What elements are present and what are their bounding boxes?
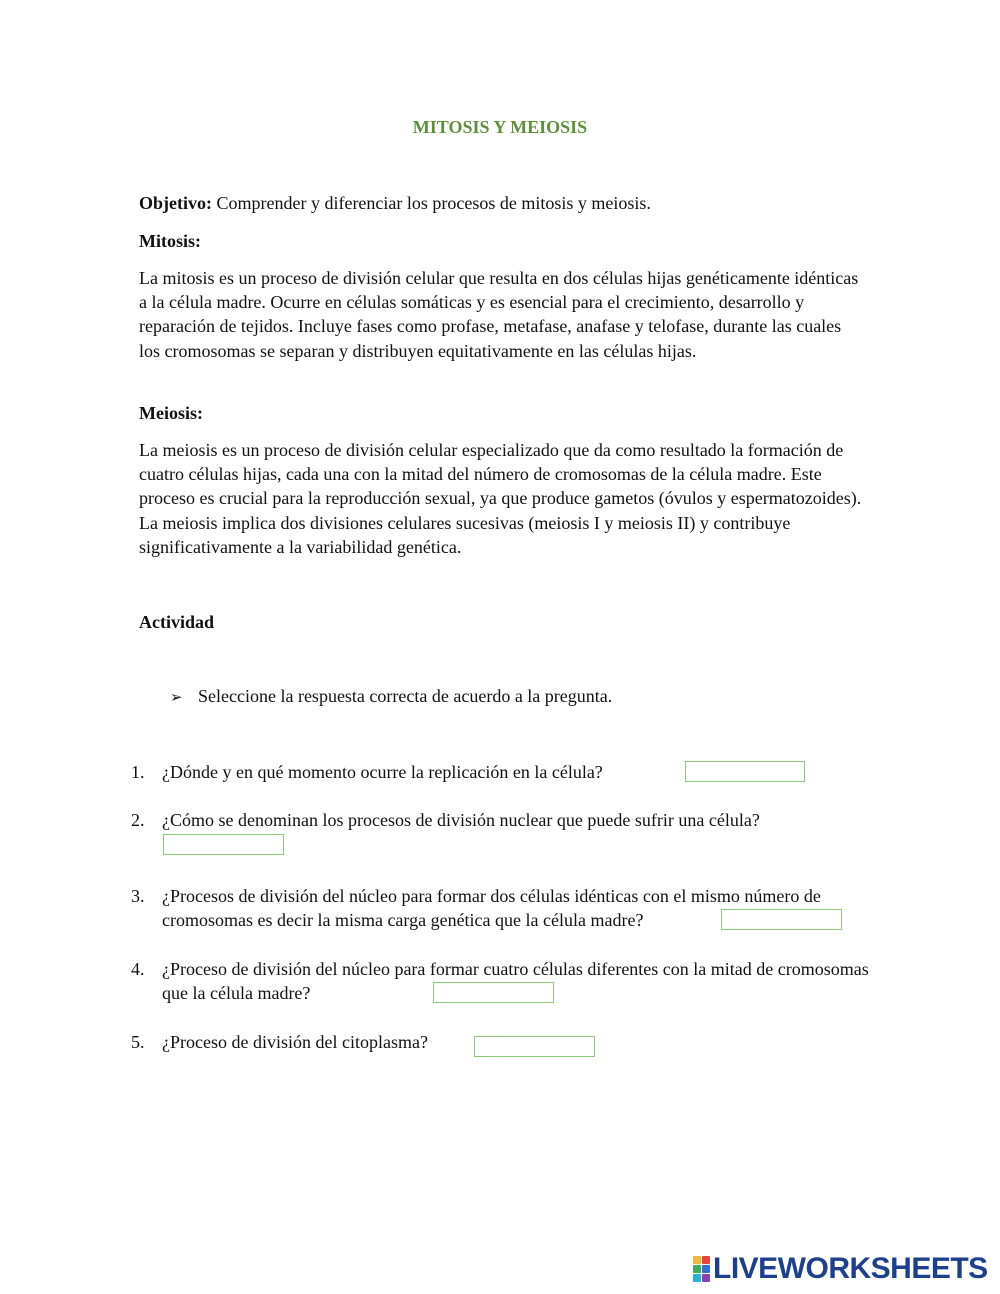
question-number: 2. — [131, 810, 145, 830]
question-text: ¿Dónde y en qué momento ocurre la replicación en la célula? — [162, 762, 603, 782]
logo-block — [702, 1274, 710, 1282]
question-number: 1. — [131, 762, 145, 782]
activity-heading: Actividad — [139, 612, 215, 632]
meiosis-heading: Meiosis: — [139, 403, 203, 423]
logo-block — [702, 1265, 710, 1273]
page-title: MITOSIS Y MEIOSIS — [412, 117, 588, 137]
answer-box-1[interactable] — [685, 761, 805, 782]
arrow-bullet-icon: ➢ — [170, 690, 183, 706]
objective — [139, 191, 864, 215]
logo-block — [693, 1265, 701, 1273]
instruction-text: Seleccione la respuesta correcta de acuerdo a la pregunta. — [198, 686, 613, 706]
question-number: 3. — [131, 886, 145, 906]
question-text: ¿Procesos de división del núcleo para formar dos células idénticas con el mismo número de cromosomas es decir la misma carga genética que la célula madre? — [162, 886, 821, 931]
meiosis-text: La meiosis es un proceso de división celular especializado que da como resultado la formación de cuatro células hijas, cada una con la mitad del número de cromosomas de la célula madre. Este proceso es crucial para la reproducción sexual, ya que produce gametos (óvulos y espermatozoides). La meiosis implica dos divisiones celulares sucesivas (meiosis I y meiosis II) y contribuye significativamente a la variabilidad genética. — [139, 440, 862, 557]
question-number: 5. — [131, 1032, 145, 1052]
mitosis-heading: Mitosis: — [139, 231, 201, 251]
question-text: ¿Proceso de división del núcleo para formar cuatro células diferentes con la mitad de cromosomas que la célula madre? — [162, 959, 869, 1004]
question-text: ¿Proceso de división del citoplasma? — [162, 1032, 428, 1052]
objective-text: Comprender y diferenciar los procesos de mitosis y meiosis. — [211, 193, 651, 213]
logo-text: LIVEWORKSHEETS — [713, 1252, 988, 1285]
logo-block — [693, 1274, 701, 1282]
answer-box-3[interactable] — [721, 909, 842, 930]
logo-block — [693, 1256, 701, 1264]
question-number: 4. — [131, 959, 145, 979]
answer-box-2[interactable] — [163, 834, 284, 855]
answer-box-5[interactable] — [474, 1036, 595, 1057]
answer-box-4[interactable] — [433, 982, 554, 1003]
objective-label: Objetivo: — [139, 193, 212, 213]
question-2 — [131, 808, 871, 832]
logo-blocks-icon — [693, 1256, 710, 1282]
logo-block — [702, 1256, 710, 1264]
question-text: ¿Cómo se denominan los procesos de división nuclear que puede sufrir una célula? — [162, 810, 760, 830]
activity-instruction — [170, 686, 612, 707]
liveworksheets-logo — [693, 1252, 988, 1285]
mitosis-text: La mitosis es un proceso de división celular que resulta en dos células hijas genéticamente idénticas a la célula madre. Ocurre en células somáticas y es esencial para el crecimiento, desarrollo y reparación de tejidos. Incluye fases como profase, metafase, anafase y telofase, durante las cuales los cromosomas se separan y distribuyen equitativamente en las células hijas. — [139, 268, 859, 361]
